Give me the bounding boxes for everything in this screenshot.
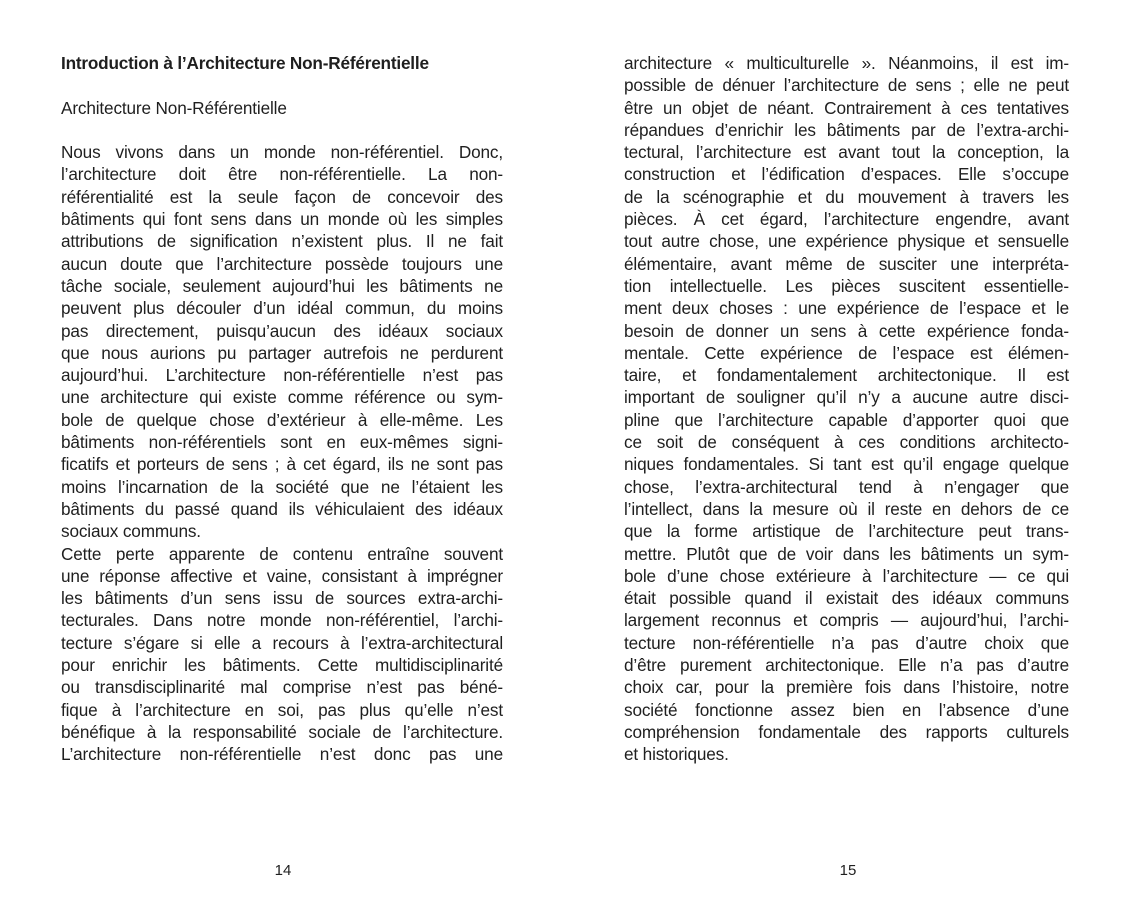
text-line: possible de dénuer l’architecture de sens ; elle ne peut: [624, 75, 1069, 96]
text-line: mentale. Cette expérience de l’espace est élémen-: [624, 342, 1069, 363]
text-line: que nous aurions pu partager autrefois ne perdurent: [61, 342, 503, 363]
text-line: pas directement, puisqu’aucun des idéaux sociaux: [61, 320, 503, 341]
left-body-text: [61, 141, 503, 765]
text-line: une réponse affective et vaine, consistant à imprégner: [61, 565, 503, 586]
text-line: peuvent plus découler d’un idéal commun, du moins: [61, 298, 503, 319]
text-line: bole de quelque chose d’extérieur à elle-même. Les: [61, 409, 503, 430]
text-line: pièces. À cet égard, l’architecture engendre, avant: [624, 209, 1069, 230]
text-line: tecturales. Dans notre monde non-référentiel, l’archi-: [61, 610, 503, 631]
text-line: tecture s’égare si elle a recours à l’extra-architectural: [61, 632, 503, 653]
text-line: les bâtiments d’un sens issu de sources extra-archi-: [61, 588, 503, 609]
text-line: bénéfique à la responsabilité sociale de l’architecture.: [61, 721, 503, 742]
text-line: l’architecture doit être non-référentielle. La non-: [61, 164, 503, 185]
text-line: était possible quand il existait des idéaux communs: [624, 588, 1069, 609]
page-number-right: 15: [839, 862, 857, 879]
text-line: moins l’incarnation de la société que ne l’étaient les: [61, 476, 503, 497]
text-line: aujourd’hui. L’architecture non-référentielle n’est pas: [61, 365, 503, 386]
page-number-left: 14: [274, 862, 292, 879]
text-line: bâtiments du passé quand ils véhiculaient des idéaux: [61, 498, 503, 519]
left-text-column: [61, 52, 503, 766]
right-page: [565, 0, 1130, 912]
text-line: répandues d’enrichir les bâtiments par de l’extra-archi-: [624, 119, 1069, 140]
section-subheading: Architecture Non-Référentielle: [61, 97, 287, 118]
text-line: tion intellectuelle. Les pièces suscitent essentielle-: [624, 275, 1069, 296]
text-line: l’intellect, dans la mesure où il reste en dehors de ce: [624, 498, 1069, 519]
text-line: pour enrichir les bâtiments. Cette multidisciplinarité: [61, 655, 503, 676]
right-body-text: [624, 52, 1069, 766]
text-line: ment deux choses : une expérience de l’espace et le: [624, 298, 1069, 319]
text-line: être un objet de néant. Contrairement à ces tentatives: [624, 97, 1069, 118]
text-line: tâche sociale, seulement aujourd’hui les bâtiments ne: [61, 275, 503, 296]
text-line: référentialité est la seule façon de concevoir des: [61, 186, 503, 207]
text-line: tout autre chose, une expérience physique et sensuelle: [624, 231, 1069, 252]
text-line: choix car, pour la première fois dans l’histoire, notre: [624, 677, 1069, 698]
text-line: bole d’une chose extérieure à l’architecture — ce qui: [624, 565, 1069, 586]
text-line: société fonctionne assez bien en l’absence d’une: [624, 699, 1069, 720]
text-line: bâtiments non-référentiels sont en eux-mêmes signi-: [61, 432, 503, 453]
text-line: L’architecture non-référentielle n’est donc pas une: [61, 744, 503, 765]
text-line: aucun doute que l’architecture possède toujours une: [61, 253, 503, 274]
text-line: pline que l’architecture capable d’apporter quoi que: [624, 409, 1069, 430]
text-line: et historiques.: [624, 744, 729, 765]
text-line: sociaux communs.: [61, 521, 201, 542]
text-line: Cette perte apparente de contenu entraîne souvent: [61, 543, 503, 564]
text-line: ficatifs et porteurs de sens ; à cet égard, ils ne sont pas: [61, 454, 503, 475]
text-line: ou transdisciplinarité mal comprise n’est pas béné-: [61, 677, 503, 698]
text-line: élémentaire, avant même de susciter une interpréta-: [624, 253, 1069, 274]
text-line: besoin de donner un sens à cette expérience fonda-: [624, 320, 1069, 341]
text-line: taire, et fondamentalement architectonique. Il est: [624, 365, 1069, 386]
text-line: que la forme artistique de l’architecture peut trans-: [624, 521, 1069, 542]
text-line: une architecture qui existe comme référence ou sym-: [61, 387, 503, 408]
chapter-heading: Introduction à l’Architecture Non-Référentielle: [61, 53, 429, 73]
text-line: attributions de signification n’existent plus. Il ne fait: [61, 231, 503, 252]
text-line: ce soit de conséquent à ces conditions architecto-: [624, 432, 1069, 453]
text-line: d’être purement architectonique. Elle n’a pas d’autre: [624, 655, 1069, 676]
text-line: fique à l’architecture en soi, pas plus qu’elle n’est: [61, 699, 503, 720]
text-line: tecture non-référentielle n’a pas d’autre choix que: [624, 632, 1069, 653]
text-line: compréhension fondamentale des rapports culturels: [624, 721, 1069, 742]
text-line: largement reconnus et compris — aujourd’hui, l’archi-: [624, 610, 1069, 631]
text-line: construction et l’édification d’espaces. Elle s’occupe: [624, 164, 1069, 185]
right-text-column: [624, 52, 1069, 766]
text-line: tectural, l’architecture est avant tout la conception, la: [624, 142, 1069, 163]
text-line: mettre. Plutôt que de voir dans les bâtiments un sym-: [624, 543, 1069, 564]
text-line: niques fondamentales. Si tant est qu’il engage quelque: [624, 454, 1069, 475]
text-line: Nous vivons dans un monde non-référentiel. Donc,: [61, 142, 503, 163]
text-line: bâtiments qui font sens dans un monde où les simples: [61, 209, 503, 230]
text-line: de la scénographie et du mouvement à travers les: [624, 186, 1069, 207]
text-line: important de souligner qu’il n’y a aucune autre disci-: [624, 387, 1069, 408]
text-line: architecture « multiculturelle ». Néanmoins, il est im-: [624, 53, 1069, 73]
text-line: chose, l’extra-architectural tend à n’engager que: [624, 476, 1069, 497]
